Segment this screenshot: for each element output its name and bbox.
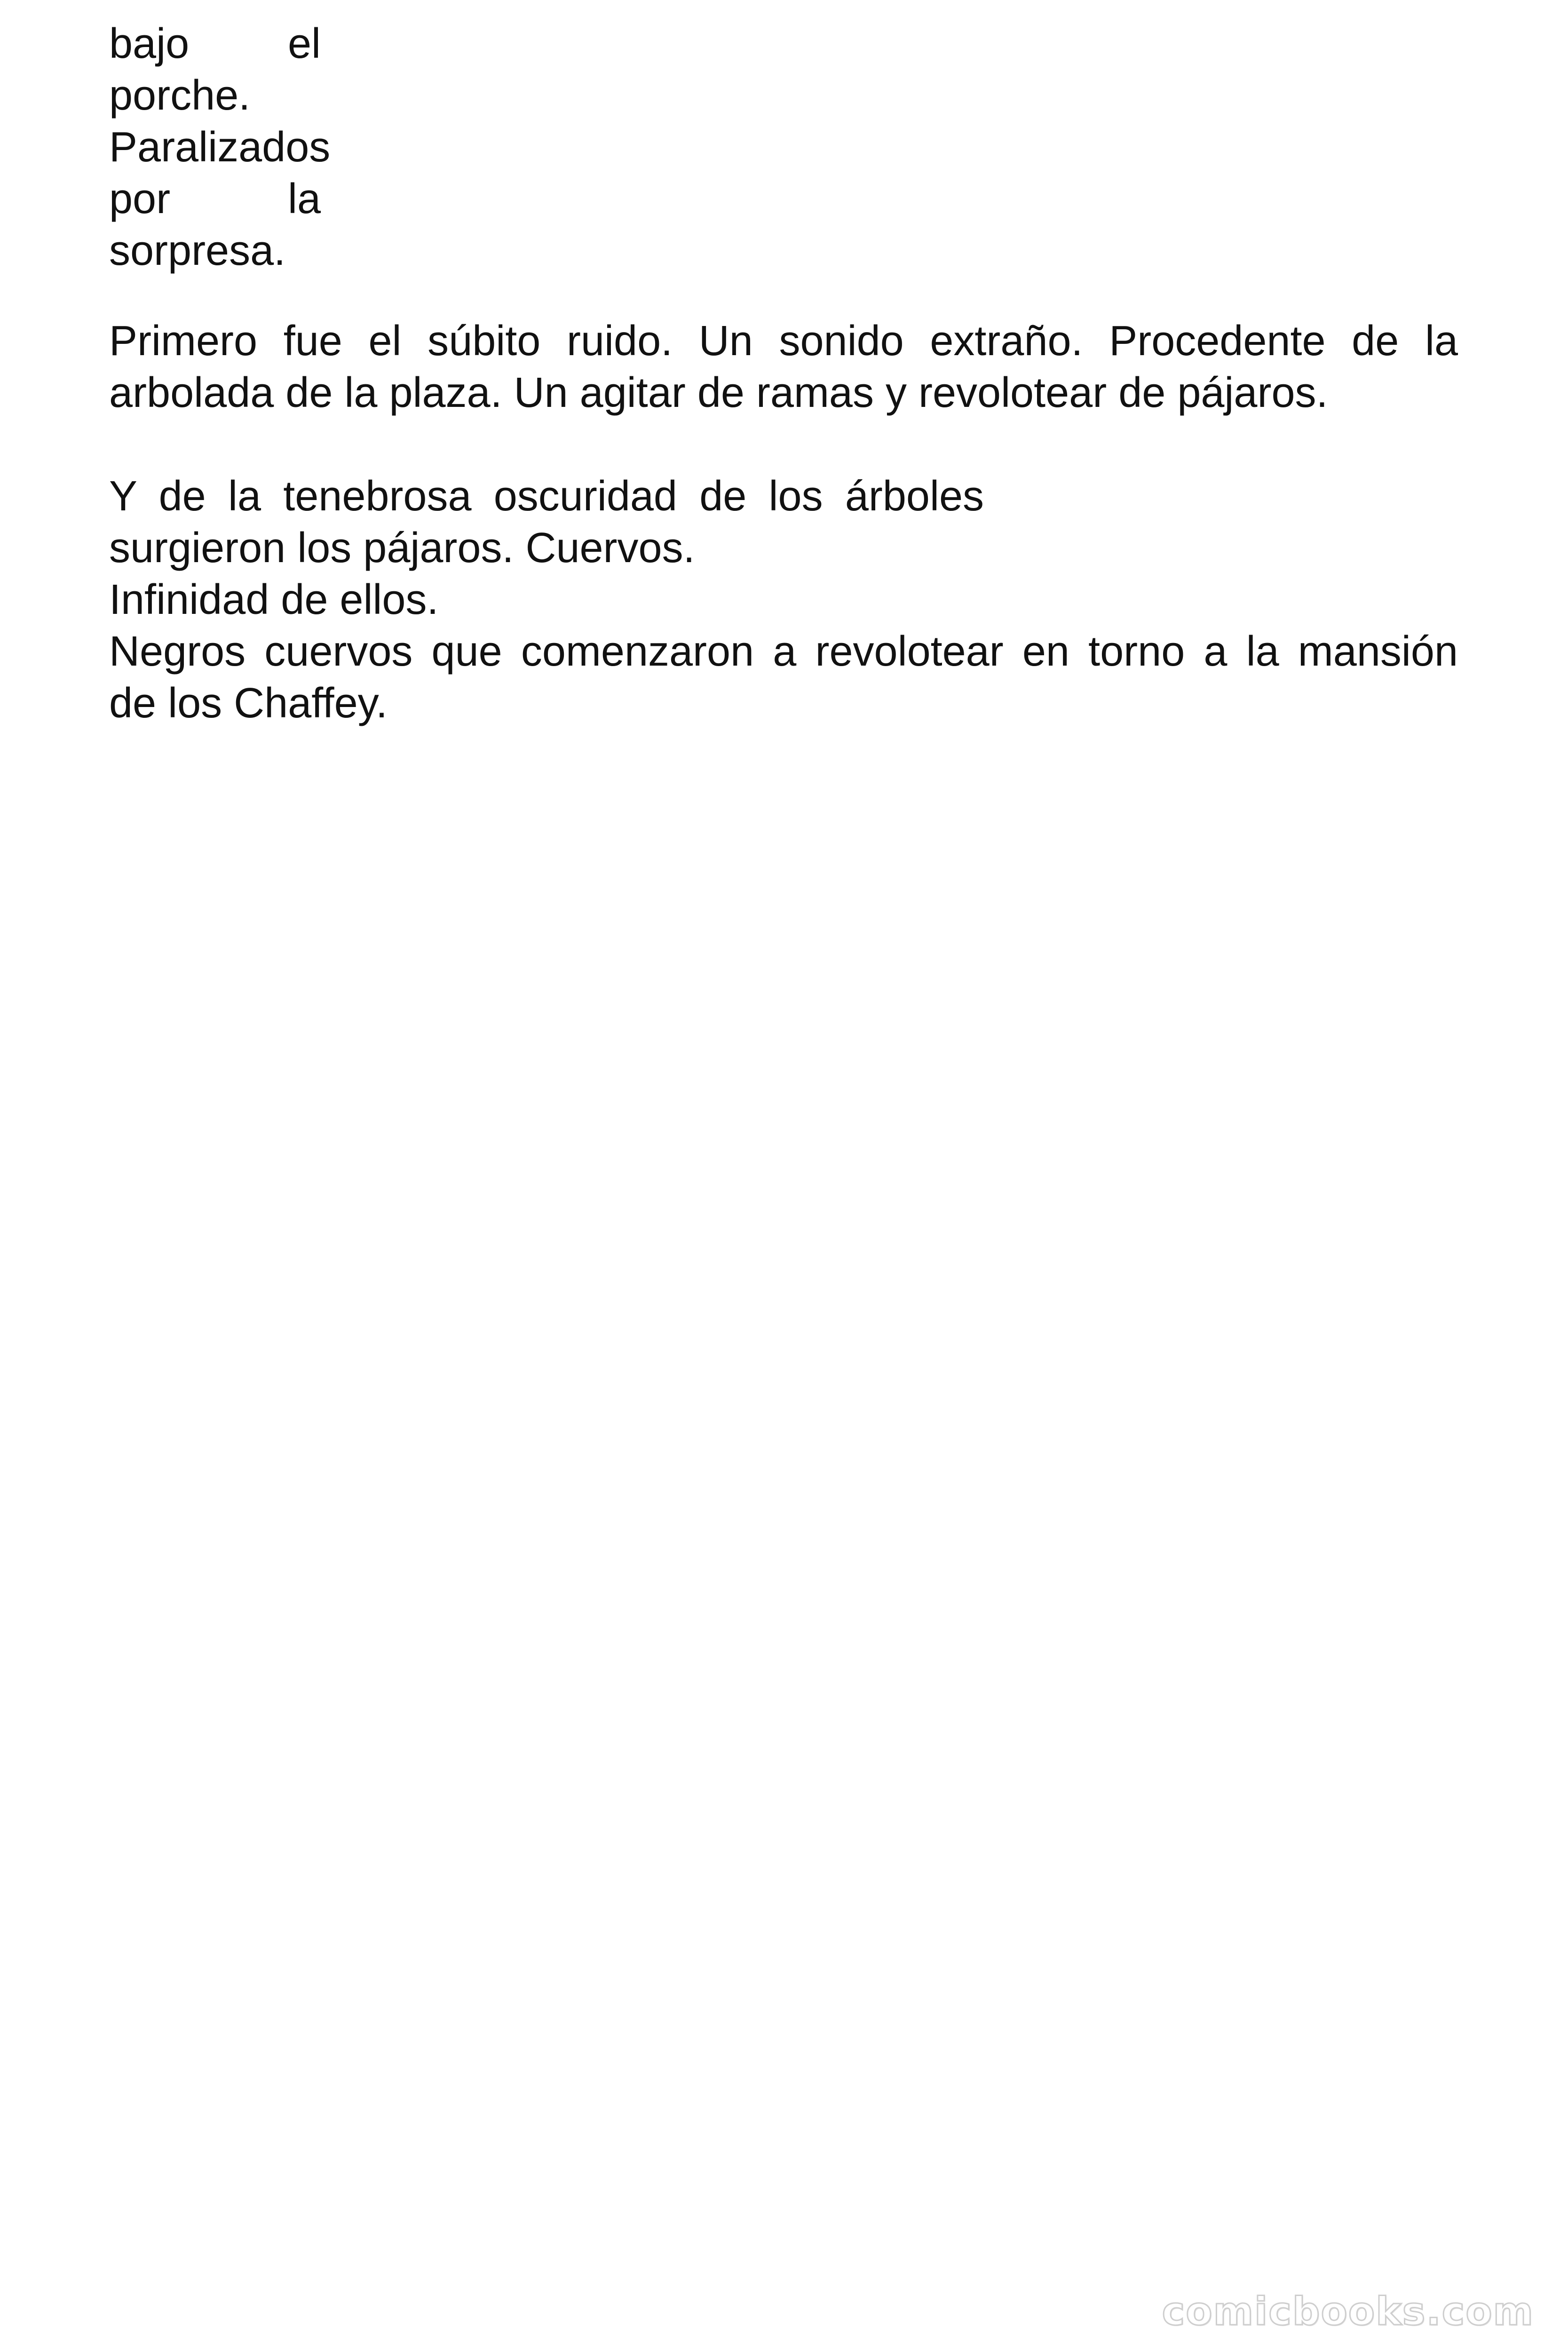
text-line: arbolada de la plaza. Un agitar de ramas y revolotear de pájaros. bbox=[109, 369, 1328, 416]
text-line: Primero fue el súbito ruido. Un sonido extraño. Procedente de la bbox=[109, 318, 1458, 365]
text-line: sorpresa. bbox=[109, 227, 286, 274]
watermark: comicbooks.com bbox=[1162, 2289, 1534, 2334]
text-line: Infinidad de ellos. bbox=[109, 576, 439, 623]
paragraph-primer-ruido bbox=[109, 315, 1458, 419]
text-line: por la bbox=[109, 175, 321, 222]
text-line: Paralizados bbox=[109, 124, 331, 171]
text-line: de los Chaffey. bbox=[109, 680, 388, 727]
text-line: Negros cuervos que comenzaron a revolotear en torno a la mansión bbox=[109, 628, 1458, 675]
text-line: bajo el bbox=[109, 20, 321, 67]
text-line: porche. bbox=[109, 72, 251, 119]
text-line: surgieron los pájaros. Cuervos. bbox=[109, 524, 695, 572]
paragraph-cuervos bbox=[109, 470, 1458, 729]
top-text-fragment bbox=[109, 18, 331, 277]
text-line: Y de la tenebrosa oscuridad de los árboles bbox=[109, 473, 984, 520]
